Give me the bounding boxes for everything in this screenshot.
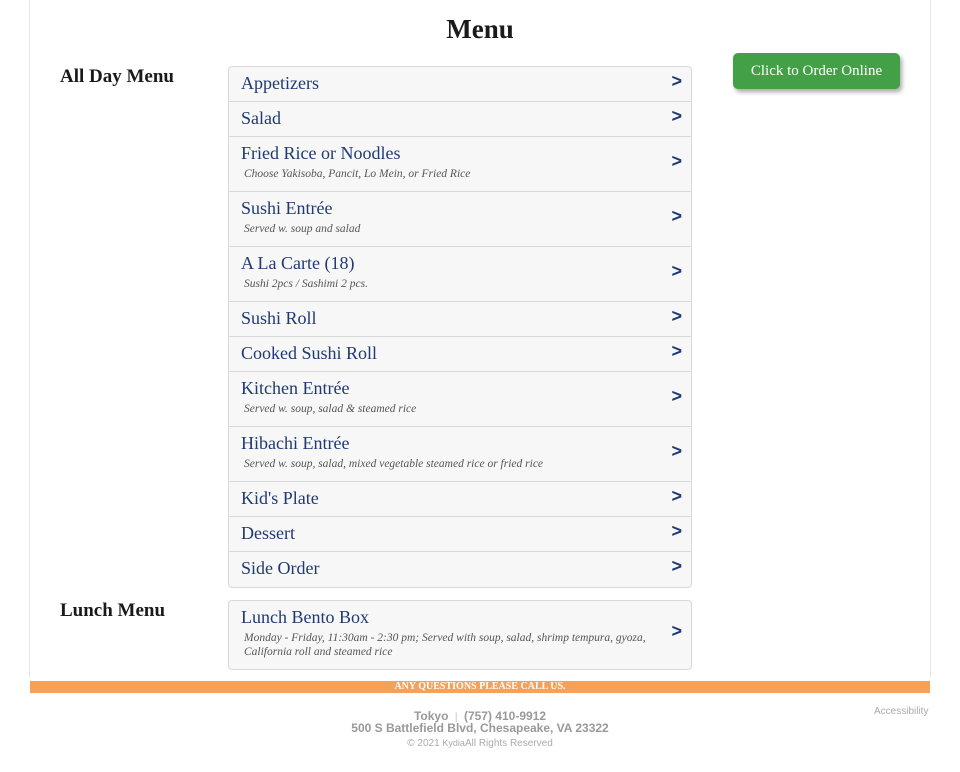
menu-item-title: Cooked Sushi Roll [241,343,378,363]
menu-item-title: Lunch Bento Box [241,607,369,627]
menu-item-kitchen-entree[interactable] [229,372,691,427]
chevron-right-icon: > [671,621,682,641]
footer-rights: All Rights Reserved [464,738,553,749]
menu-item-title: Kitchen Entrée [241,378,350,398]
menu-item-title: Sushi Entrée [241,198,333,218]
chevron-right-icon: > [671,521,682,541]
accessibility-link[interactable]: Accessibility [874,706,929,717]
footer-phone-link[interactable]: (757) 410-9912 [463,709,547,723]
chevron-right-icon: > [671,556,682,576]
menu-item-description: Sushi 2pcs / Sashimi 2 pcs. [244,278,368,290]
order-online-button[interactable]: Click to Order Online [733,53,900,89]
menu-item-side-order[interactable] [229,552,691,587]
footer-address: 500 S Battlefield Blvd, Chesapeake, VA 23322 [351,721,609,735]
menu-item-appetizers[interactable] [229,67,691,102]
menu-item-fried-rice-noodles[interactable] [229,137,691,192]
footer-brand-link[interactable]: Kydia [442,738,465,748]
menu-item-hibachi-entree[interactable] [229,427,691,482]
menu-item-sushi-roll[interactable] [229,302,691,337]
chevron-right-icon: > [671,486,682,506]
menu-item-title: Side Order [241,558,320,578]
menu-item-description: Served w. soup, salad & steamed rice [244,403,417,415]
footer-location: Tokyo [413,709,449,723]
chevron-right-icon: > [671,306,682,326]
menu-item-title: Appetizers [241,73,319,93]
all-day-menu-list [228,66,692,588]
menu-item-title: Kid's Plate [241,488,319,508]
menu-item-description: Served w. soup and salad [244,223,361,235]
chevron-right-icon: > [671,441,682,461]
page-title: Menu [446,14,514,44]
chevron-right-icon: > [671,341,682,361]
menu-item-description: Choose Yakisoba, Pancit, Lo Mein, or Fried Rice [244,168,471,180]
menu-item-dessert[interactable] [229,517,691,552]
footer-copyright [0,738,960,749]
chevron-right-icon: > [671,106,682,126]
chevron-right-icon: > [671,71,682,91]
menu-item-sushi-entree[interactable] [229,192,691,247]
call-us-banner: ANY QUESTIONS PLEASE CALL US. [30,681,930,693]
menu-item-description: Monday - Friday, 11:30am - 2:30 pm; Served with soup, salad, shrimp tempura, gyoza, California roll and steamed rice [244,632,646,658]
menu-item-cooked-sushi-roll[interactable] [229,337,691,372]
menu-item-title: Hibachi Entrée [241,433,350,453]
lunch-menu-list [228,600,692,670]
menu-item-lunch-bento-box[interactable] [229,601,691,669]
menu-item-salad[interactable] [229,102,691,137]
chevron-right-icon: > [671,386,682,406]
menu-item-title: Dessert [241,523,295,543]
menu-item-description: Served w. soup, salad, mixed vegetable steamed rice or fried rice [244,458,544,470]
menu-item-title: Fried Rice or Noodles [241,143,401,163]
menu-item-title: A La Carte (18) [241,253,355,273]
menu-item-title: Sushi Roll [241,308,317,328]
footer-copyright-year: © 2021 [407,738,440,749]
section-label-lunch: Lunch Menu [60,600,166,621]
chevron-right-icon: > [671,206,682,226]
section-label-all-day: All Day Menu [60,66,174,87]
chevron-right-icon: > [671,151,682,171]
chevron-right-icon: > [671,261,682,281]
menu-item-kids-plate[interactable] [229,482,691,517]
menu-item-a-la-carte[interactable] [229,247,691,302]
footer-separator: | [454,712,458,723]
menu-item-title: Salad [241,108,281,128]
